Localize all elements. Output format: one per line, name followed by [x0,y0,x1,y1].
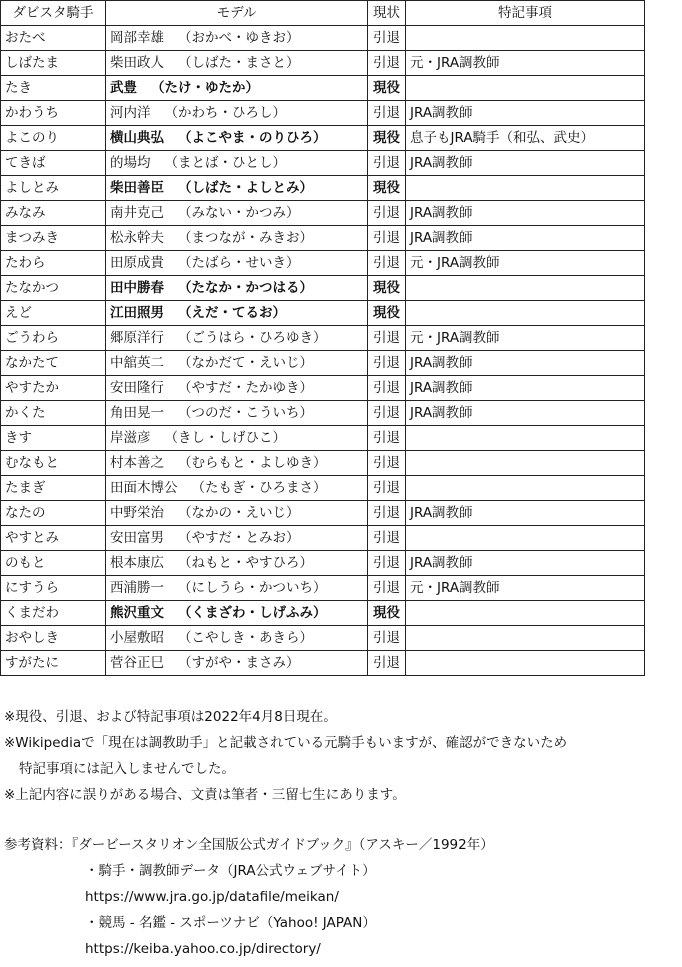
status-cell: 引退 [368,351,406,376]
model-cell [106,426,368,451]
footnote-responsibility: ※上記内容に誤りがある場合、文責は筆者・三留七生にあります。 [4,787,406,803]
table-row [1,626,645,651]
model-name: 角田晃一 [110,405,164,421]
reference-site2-title: ・競馬 - 名鑑 - スポーツナビ（Yahoo! JAPAN） [85,915,376,931]
notes-cell: 元・JRA調教師 [406,51,645,76]
jockey-cell: かくた [1,401,106,426]
table-row [1,151,645,176]
jockey-cell: くまだわ [1,601,106,626]
model-name: 根本康広 [110,555,164,571]
model-name: 中舘英二 [110,355,164,371]
notes-cell [406,476,645,501]
model-cell [106,201,368,226]
table-row [1,101,645,126]
jockey-cell: てきば [1,151,106,176]
model-reading: （やすだ・とみお） [178,530,300,546]
model-reading: （にしうら・かついち） [178,580,327,596]
footnotes [4,704,567,808]
header-jockey: ダビスタ騎手 [1,1,106,26]
model-cell [106,451,368,476]
table-body [1,26,645,676]
notes-cell: 元・JRA調教師 [406,576,645,601]
model-name: 田中勝春 [110,280,164,296]
status-cell: 現役 [368,76,406,101]
status-cell: 引退 [368,451,406,476]
model-reading: （かわち・ひろし） [164,105,286,121]
notes-cell [406,451,645,476]
jockey-cell: おたべ [1,26,106,51]
model-reading: （まとば・ひとし） [164,155,286,171]
model-cell [106,301,368,326]
model-name: 岸滋彦 [110,430,151,446]
model-reading: （ごうはら・ひろゆき） [178,330,327,346]
model-cell [106,176,368,201]
model-reading: （こやしき・あきら） [178,630,313,646]
model-name: 菅谷正巳 [110,655,164,671]
model-reading: （きし・しげひこ） [164,430,286,446]
model-reading: （すがや・まさみ） [178,655,300,671]
status-cell: 引退 [368,101,406,126]
table-row [1,126,645,151]
model-name: 柴田善臣 [110,180,164,196]
model-reading: （まつなが・みきお） [178,230,313,246]
model-name: 村本善之 [110,455,164,471]
status-cell: 引退 [368,326,406,351]
model-reading: （しばた・よしとみ） [178,180,313,196]
status-cell: 引退 [368,476,406,501]
table-row [1,551,645,576]
table-row [1,51,645,76]
model-reading: （しばた・まさと） [178,55,300,71]
table-row [1,276,645,301]
notes-cell: JRA調教師 [406,551,645,576]
table-row [1,26,645,51]
model-cell [106,226,368,251]
table-row [1,601,645,626]
reference-site1-title: ・騎手・調教師データ（JRA公式ウェブサイト） [85,863,376,879]
reference-book-line [4,832,494,858]
jockey-cell: よしとみ [1,176,106,201]
model-cell [106,26,368,51]
status-cell: 引退 [368,51,406,76]
table-row [1,251,645,276]
table-row [1,576,645,601]
model-cell [106,51,368,76]
status-cell: 引退 [368,401,406,426]
model-name: 的場均 [110,155,151,171]
model-name: 田原成貴 [110,255,164,271]
status-cell: 現役 [368,301,406,326]
model-name: 河内洋 [110,105,151,121]
header-model: モデル [106,1,368,26]
jockey-cell: のもと [1,551,106,576]
table-row [1,451,645,476]
references [4,832,494,962]
jockey-cell: なたの [1,501,106,526]
table-row [1,401,645,426]
model-name: 柴田政人 [110,55,164,71]
model-name: 武豊 [110,80,137,96]
notes-cell [406,176,645,201]
model-name: 田面木博公 [110,480,178,496]
model-cell [106,101,368,126]
jockey-cell: すがたに [1,651,106,676]
reference-site2-url[interactable]: https://keiba.yahoo.co.jp/directory/ [85,941,321,957]
status-cell: 引退 [368,151,406,176]
jockey-cell: やすとみ [1,526,106,551]
model-reading: （むらもと・よしゆき） [178,455,327,471]
jockey-cell: やすたか [1,376,106,401]
table-row [1,76,645,101]
jockey-cell: にすうら [1,576,106,601]
jockey-cell: ごうわら [1,326,106,351]
model-reading: （おかべ・ゆきお） [178,30,300,46]
status-cell: 現役 [368,601,406,626]
notes-cell: JRA調教師 [406,501,645,526]
model-reading: （なかの・えいじ） [178,505,300,521]
model-reading: （たけ・ゆたか） [151,80,259,96]
notes-cell: 息子もJRA騎手（和弘、武史） [406,126,645,151]
status-cell: 引退 [368,26,406,51]
jockey-cell: たまぎ [1,476,106,501]
model-cell [106,276,368,301]
table-row [1,201,645,226]
model-reading: （やすだ・たかゆき） [178,380,313,396]
model-cell [106,351,368,376]
jockey-cell: おやしき [1,626,106,651]
status-cell: 引退 [368,576,406,601]
table-row [1,651,645,676]
model-reading: （みない・かつみ） [178,205,300,221]
notes-cell: 元・JRA調教師 [406,251,645,276]
notes-cell [406,76,645,101]
notes-cell [406,301,645,326]
notes-cell [406,626,645,651]
status-cell: 引退 [368,201,406,226]
model-cell [106,476,368,501]
reference-site1-url[interactable]: https://www.jra.go.jp/datafile/meikan/ [85,889,339,905]
jockey-cell: よこのり [1,126,106,151]
model-name: 南井克己 [110,205,164,221]
jockey-cell: きす [1,426,106,451]
footnote-date: ※現役、引退、および特記事項は2022年4月8日現在。 [4,709,337,725]
jockey-cell: かわうち [1,101,106,126]
model-cell [106,601,368,626]
footnote-wikipedia-cont: 特記事項には記入しませんでした。 [19,761,235,777]
header-notes: 特記事項 [406,1,645,26]
table-row [1,176,645,201]
model-name: 安田富男 [110,530,164,546]
table-row [1,426,645,451]
model-name: 郷原洋行 [110,330,164,346]
jockey-cell: たき [1,76,106,101]
model-cell [106,126,368,151]
jockey-cell: まつみき [1,226,106,251]
model-reading: （くまざわ・しげふみ） [178,605,327,621]
footnote-wikipedia: ※Wikipediaで「現在は調教助手」と記載されている元騎手もいますが、確認ができないため [4,735,568,751]
table-header-row [1,1,645,26]
notes-cell [406,651,645,676]
notes-cell: JRA調教師 [406,351,645,376]
status-cell: 引退 [368,251,406,276]
status-cell: 現役 [368,126,406,151]
model-name: 小屋敷昭 [110,630,164,646]
model-cell [106,376,368,401]
model-cell [106,501,368,526]
model-name: 岡部幸雄 [110,30,164,46]
model-cell [106,251,368,276]
reference-label: 参考資料： [4,837,72,853]
status-cell: 引退 [368,551,406,576]
model-cell [106,526,368,551]
jockey-cell: えど [1,301,106,326]
status-cell: 現役 [368,176,406,201]
status-cell: 引退 [368,426,406,451]
notes-cell: JRA調教師 [406,101,645,126]
model-reading: （たなか・かつはる） [178,280,313,296]
table-row [1,226,645,251]
table-row [1,526,645,551]
model-cell [106,576,368,601]
notes-cell: JRA調教師 [406,151,645,176]
model-reading: （えだ・てるお） [178,305,286,321]
table-row [1,326,645,351]
table-row [1,301,645,326]
jockey-cell: みなみ [1,201,106,226]
model-reading: （つのだ・こういち） [178,405,313,421]
model-name: 中野栄治 [110,505,164,521]
jockey-cell: しばたま [1,51,106,76]
model-name: 西浦勝一 [110,580,164,596]
model-name: 安田隆行 [110,380,164,396]
status-cell: 引退 [368,626,406,651]
notes-cell: 元・JRA調教師 [406,326,645,351]
jockey-cell: なかたて [1,351,106,376]
model-name: 江田照男 [110,305,164,321]
model-cell [106,651,368,676]
notes-cell [406,26,645,51]
model-name: 熊沢重文 [110,605,164,621]
model-cell [106,326,368,351]
notes-cell [406,276,645,301]
notes-cell: JRA調教師 [406,201,645,226]
status-cell: 引退 [368,226,406,251]
model-cell [106,401,368,426]
status-cell: 引退 [368,651,406,676]
notes-cell: JRA調教師 [406,226,645,251]
table-row [1,376,645,401]
model-cell [106,626,368,651]
model-cell [106,151,368,176]
model-name: 横山典弘 [110,130,164,146]
status-cell: 引退 [368,501,406,526]
status-cell: 引退 [368,376,406,401]
notes-cell: JRA調教師 [406,376,645,401]
reference-book: 『ダービースタリオン全国版公式ガイドブック』（アスキー／1992年） [71,837,494,853]
model-reading: （よこやま・のりひろ） [178,130,327,146]
jockey-cell: むなもと [1,451,106,476]
table-row [1,501,645,526]
table-row [1,351,645,376]
notes-cell [406,426,645,451]
notes-cell [406,601,645,626]
jockey-cell: たわら [1,251,106,276]
status-cell: 現役 [368,276,406,301]
header-status: 現状 [368,1,406,26]
notes-cell: JRA調教師 [406,401,645,426]
model-reading: （たばら・せいき） [178,255,300,271]
model-cell [106,551,368,576]
jockey-cell: たなかつ [1,276,106,301]
notes-cell [406,526,645,551]
model-name: 松永幹夫 [110,230,164,246]
table-row [1,476,645,501]
model-cell [106,76,368,101]
status-cell: 引退 [368,526,406,551]
model-reading: （ねもと・やすひろ） [178,555,313,571]
model-reading: （なかだて・えいじ） [178,355,313,371]
model-reading: （たもぎ・ひろまさ） [191,480,327,496]
